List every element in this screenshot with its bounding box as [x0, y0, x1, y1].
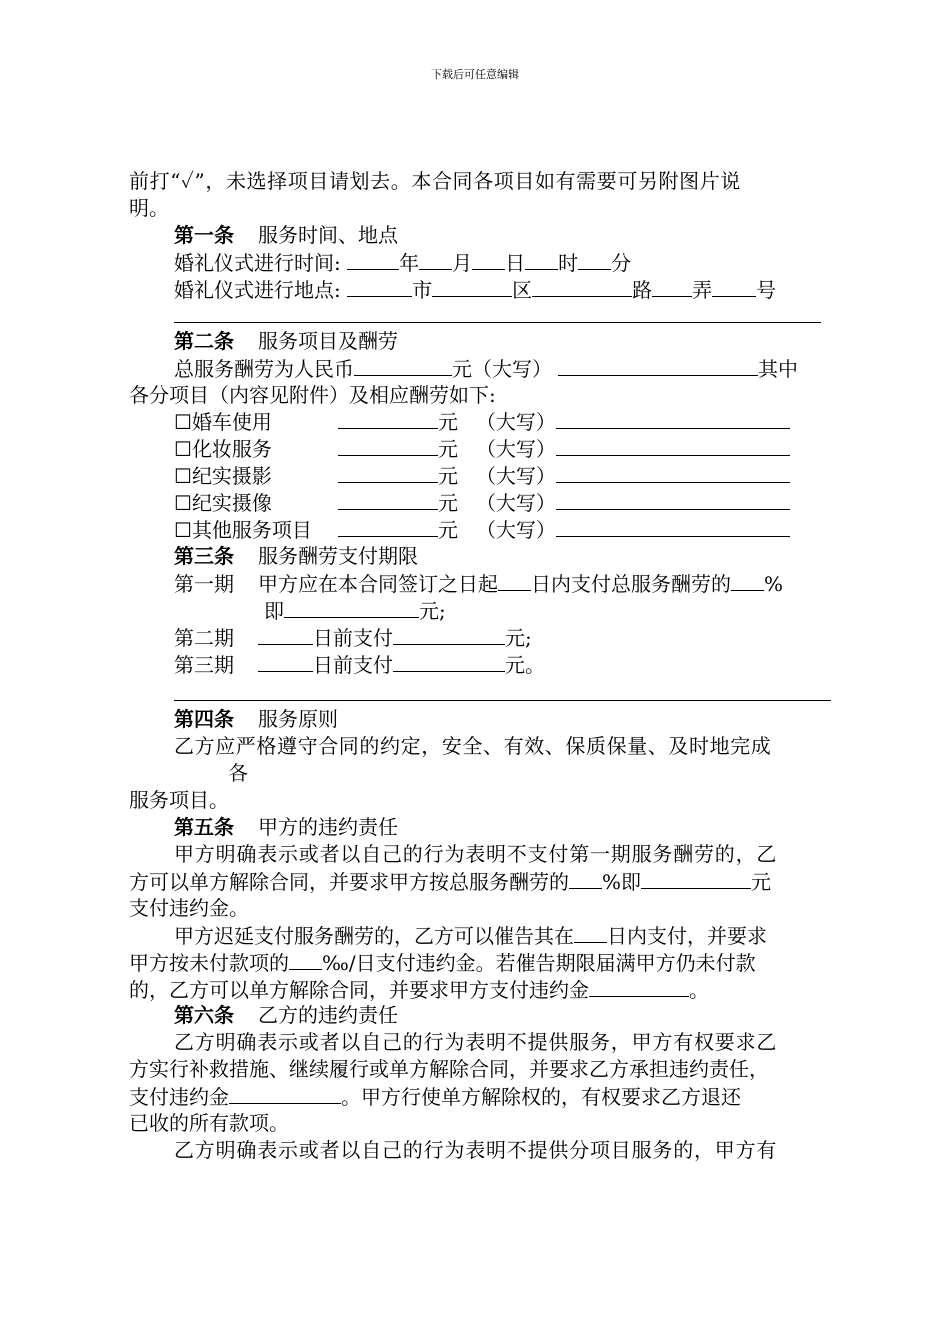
breach-penalty-blank[interactable] — [229, 1083, 341, 1104]
period-3-label: 第三期 — [174, 653, 234, 677]
payment-period-1-cont — [264, 597, 446, 624]
daxie-label: （大写） — [475, 437, 556, 461]
fee-blank[interactable] — [338, 462, 438, 483]
article-6-number: 第六条 — [174, 1003, 234, 1027]
article-4-number: 第四条 — [174, 707, 234, 731]
yuan-period: 元。 — [505, 653, 545, 677]
district-label: 区 — [512, 278, 533, 302]
total-fee-blank[interactable] — [354, 355, 452, 376]
article-5-p2-text-e: 的，乙方可以单方解除合同，并要求甲方支付违约金 — [129, 978, 589, 1002]
year-blank[interactable] — [347, 249, 399, 270]
article-5-p1-text-c: 元 — [751, 870, 772, 894]
total-fee-suffix: 其中 — [758, 357, 798, 381]
service-item-label: 化妆服务 — [191, 437, 272, 461]
city-label: 市 — [412, 278, 433, 302]
article-5-p1-text-b: %即 — [602, 870, 642, 894]
place-blank-line[interactable] — [174, 322, 821, 323]
road-label: 路 — [632, 278, 653, 302]
intro-line-1: 前打“✓”，未选择项目请划去。本合同各项目如有需要可另附图片说 — [129, 169, 741, 193]
yuan-label: 元 — [437, 491, 458, 515]
period-1-percent-blank[interactable] — [731, 570, 764, 591]
checkbox[interactable]: ☐ — [174, 464, 192, 488]
grace-days-blank[interactable] — [574, 922, 607, 943]
minute-blank[interactable] — [578, 249, 611, 270]
sub-items-intro: 各分项目（内容见附件）及相应酬劳如下: — [129, 383, 496, 407]
checkbox[interactable]: ☐ — [174, 518, 192, 542]
yuan-semicolon: 元; — [505, 626, 532, 650]
article-5-p2-line-2 — [129, 949, 756, 976]
period-1-days-blank[interactable] — [498, 570, 531, 591]
district-blank[interactable] — [432, 276, 512, 297]
article-4-heading: 服务原则 — [258, 707, 338, 731]
daxie-label: （大写） — [475, 518, 556, 542]
total-fee-daxie-blank[interactable] — [558, 355, 758, 376]
period-2-amount-blank[interactable] — [393, 624, 505, 645]
fee-blank[interactable] — [338, 408, 438, 429]
yuan-label: 元 — [437, 518, 458, 542]
daxie-blank[interactable] — [556, 489, 790, 510]
article-5-p2-line-3 — [129, 976, 709, 1003]
article-6-p1-text-b: 。甲方行使单方解除权的，有权要求乙方退还 — [341, 1085, 741, 1109]
article-4-line-2: 各 — [228, 761, 248, 785]
article-2-number: 第二条 — [174, 329, 234, 353]
daily-rate-blank[interactable] — [289, 949, 322, 970]
service-item — [174, 435, 790, 462]
article-2-title — [174, 328, 398, 354]
daxie-blank[interactable] — [556, 516, 790, 537]
article-5-p2-text-d: ‰/日支付违约金。若催告期限届满甲方仍未付款 — [322, 951, 756, 975]
article-4-title — [174, 706, 338, 732]
road-blank[interactable] — [532, 276, 632, 297]
article-2-heading: 服务项目及酬劳 — [258, 329, 398, 353]
article-6-p1-line-3 — [129, 1083, 741, 1110]
checkbox[interactable]: ☐ — [174, 437, 192, 461]
article-3-heading: 服务酬劳支付期限 — [258, 544, 418, 568]
period-1-label: 第一期 — [174, 572, 234, 596]
period-1-text-a: 甲方应在本合同签订之日起 — [258, 572, 498, 596]
yuan-label: 元 — [437, 437, 458, 461]
period-2-date-blank[interactable] — [258, 624, 313, 645]
service-item-label: 婚车使用 — [191, 410, 272, 434]
service-item — [174, 516, 790, 543]
period-3-amount-blank[interactable] — [393, 651, 505, 672]
daxie-blank[interactable] — [556, 462, 790, 483]
service-item-label: 纪实摄像 — [191, 491, 272, 515]
period-1-amount-blank[interactable] — [284, 597, 419, 618]
article-4-line-1: 乙方应严格遵守合同的约定，安全、有效、保质保量、及时地完成 — [174, 734, 772, 758]
daxie-label: （大写） — [475, 410, 556, 434]
service-item-label: 纪实摄影 — [191, 464, 272, 488]
period-1-cont-b: 元; — [419, 599, 446, 623]
hour-label: 时 — [558, 251, 579, 275]
day-label: 日 — [505, 251, 526, 275]
article-5-p2-text-a: 甲方迟延支付服务酬劳的，乙方可以催告其在 — [174, 924, 574, 948]
minute-label: 分 — [611, 251, 632, 275]
daxie-label: （大写） — [475, 491, 556, 515]
payment-blank-line[interactable] — [174, 700, 831, 701]
article-5-p2-text-b: 日内支付，并要求 — [607, 924, 767, 948]
daxie-blank[interactable] — [556, 435, 790, 456]
article-5-p2-text-c: 甲方按未付款项的 — [129, 951, 289, 975]
ceremony-time-line — [174, 249, 631, 276]
total-fee-prefix: 总服务酬劳为人民币 — [174, 357, 354, 381]
payment-period-1 — [174, 570, 783, 597]
day-blank[interactable] — [472, 249, 505, 270]
article-5-p2-text-f: 。 — [689, 978, 709, 1002]
period-1-cont-a: 即 — [264, 599, 284, 623]
payment-period-3 — [174, 651, 545, 678]
fee-blank[interactable] — [338, 435, 438, 456]
daxie-blank[interactable] — [556, 408, 790, 429]
city-blank[interactable] — [347, 276, 412, 297]
service-item — [174, 408, 790, 435]
article-1-title — [174, 222, 398, 248]
service-item — [174, 489, 790, 516]
article-4-line-3: 服务项目。 — [129, 788, 229, 812]
pay-before-label: 日前支付 — [313, 653, 393, 677]
payment-period-2 — [174, 624, 532, 651]
lane-label: 弄 — [692, 278, 713, 302]
article-6-p2-line-1: 乙方明确表示或者以自己的行为表明不提供分项目服务的，甲方有 — [174, 1138, 778, 1162]
service-item-label: 其他服务项目 — [191, 518, 312, 542]
hour-blank[interactable] — [525, 249, 558, 270]
article-6-p1-text-a: 支付违约金 — [129, 1085, 229, 1109]
ceremony-place-label: 婚礼仪式进行地点: — [174, 278, 341, 302]
article-5-title — [174, 814, 398, 840]
liquidated-damages-blank[interactable] — [589, 976, 689, 997]
period-2-label: 第二期 — [174, 626, 234, 650]
fee-blank[interactable] — [338, 516, 438, 537]
article-5-p1-line-2 — [129, 868, 771, 895]
article-5-p1-line-1: 甲方明确表示或者以自己的行为表明不支付第一期服务酬劳的，乙 — [174, 842, 778, 866]
article-5-p1-line-3: 支付违约金。 — [129, 896, 249, 920]
percent-sign: % — [764, 572, 784, 596]
penalty-percent-blank[interactable] — [569, 868, 602, 889]
number-label: 号 — [756, 278, 777, 302]
article-6-heading: 乙方的违约责任 — [258, 1003, 398, 1027]
period-3-date-blank[interactable] — [258, 651, 313, 672]
article-3-number: 第三条 — [174, 544, 234, 568]
article-6-title — [174, 1002, 398, 1028]
page-header: 下载后可任意编辑 — [431, 68, 519, 81]
daxie-label: （大写） — [475, 464, 556, 488]
article-6-p1-line-1: 乙方明确表示或者以自己的行为表明不提供服务，甲方有权要求乙 — [174, 1030, 778, 1054]
pay-before-label: 日前支付 — [313, 626, 393, 650]
penalty-amount-blank[interactable] — [641, 868, 751, 889]
yuan-label: 元 — [437, 410, 458, 434]
checkbox[interactable]: ☐ — [174, 410, 192, 434]
service-item — [174, 462, 790, 489]
checkbox[interactable]: ☐ — [174, 491, 192, 515]
article-6-p1-line-2: 方实行补救措施、继续履行或单方解除合同，并要求乙方承担违约责任， — [129, 1057, 769, 1081]
total-fee-yuan-daxie: 元（大写） — [452, 357, 552, 381]
month-label: 月 — [452, 251, 473, 275]
fee-blank[interactable] — [338, 489, 438, 510]
yuan-label: 元 — [437, 464, 458, 488]
article-1-heading: 服务时间、地点 — [258, 223, 398, 247]
article-3-title — [174, 543, 418, 569]
article-5-heading: 甲方的违约责任 — [258, 815, 398, 839]
lane-blank[interactable] — [652, 276, 692, 297]
number-blank[interactable] — [712, 276, 756, 297]
ceremony-place-line — [174, 276, 776, 303]
article-5-number: 第五条 — [174, 815, 234, 839]
period-1-text-b: 日内支付总服务酬劳的 — [531, 572, 731, 596]
year-label: 年 — [399, 251, 420, 275]
ceremony-time-label: 婚礼仪式进行时间: — [174, 251, 341, 275]
article-5-p2-line-1 — [174, 922, 767, 949]
article-5-p1-text-a: 方可以单方解除合同，并要求甲方按总服务酬劳的 — [129, 870, 569, 894]
article-1-number: 第一条 — [174, 223, 234, 247]
intro-line-2: 明。 — [129, 196, 169, 220]
month-blank[interactable] — [419, 249, 452, 270]
article-6-p1-line-4: 已收的所有款项。 — [129, 1111, 289, 1135]
total-fee-line — [174, 355, 798, 382]
